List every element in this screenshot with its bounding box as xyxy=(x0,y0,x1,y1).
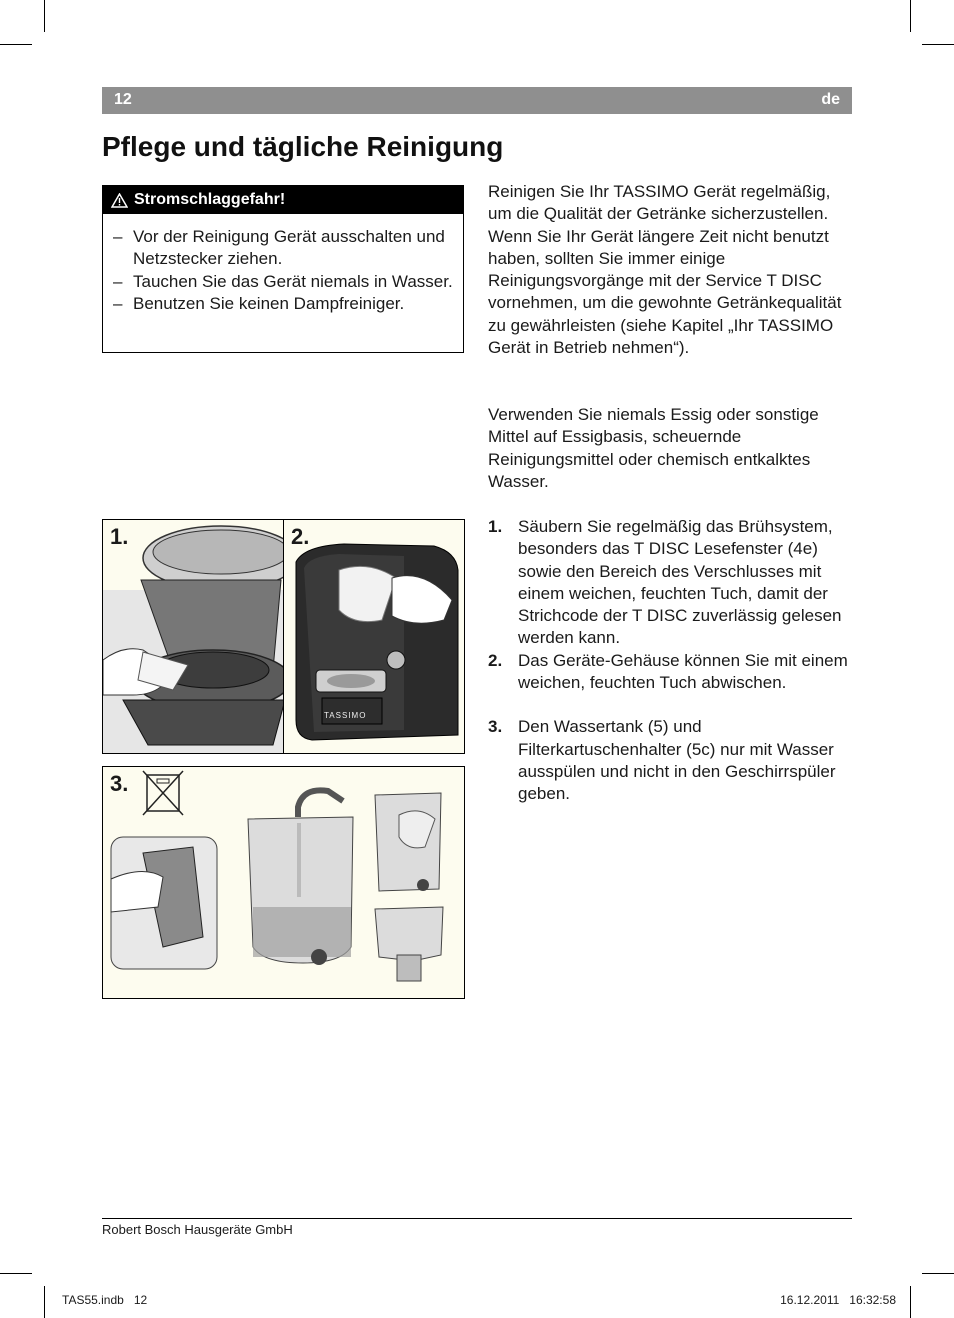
warning-item: – Vor der Reinigung Gerät ausschalten und Netzstecker ziehen. xyxy=(111,226,453,271)
figure-label: 2. xyxy=(291,524,310,549)
machine-brand-label: TASSIMO xyxy=(324,711,367,720)
brewing-unit-illustration xyxy=(103,520,284,754)
step-item xyxy=(488,716,854,805)
crop-mark xyxy=(922,1273,954,1274)
cleaning-steps xyxy=(488,516,854,806)
step-item xyxy=(488,516,854,650)
crop-mark xyxy=(910,1286,911,1318)
warning-item: – Benutzen Sie keinen Dampfreiniger. xyxy=(111,293,453,315)
figure-2-machine-housing xyxy=(283,519,465,754)
water-tank-illustration xyxy=(103,767,465,999)
print-file-slug: TAS55.indb 12 xyxy=(62,1293,148,1307)
print-timestamp: 16.12.2011 16:32:58 xyxy=(780,1293,896,1307)
step-number: 2. xyxy=(488,650,503,670)
page-title: Pflege und tägliche Reinigung xyxy=(102,131,504,162)
figure-3-water-tank xyxy=(102,766,465,999)
warning-list xyxy=(103,214,463,315)
step-text: Den Wassertank (5) und Filterkartuschenhalter (5c) nur mit Wasser ausspülen und nicht in den Geschirrspüler geben. xyxy=(518,717,836,804)
figure-1-brewing-unit xyxy=(102,519,284,754)
step-number: 1. xyxy=(488,517,503,536)
step-text: Säubern Sie regelmäßig das Brühsystem, besonders das T DISC Lesefenster (4e) sowie den Bereich des Verschlusses mit einem weichen, feuchten Tuch, damit der Strichcode der T DISC zuverlässig gelesen werden kann. xyxy=(518,517,842,648)
page-header-bar xyxy=(102,87,852,114)
intro-paragraph: Verwenden Sie niemals Essig oder sonstige Mittel auf Essigbasis, scheuernde Reinigungsmittel oder chemisch entkalktes Wasser. xyxy=(488,405,819,491)
footer-company: Robert Bosch Hausgeräte GmbH xyxy=(102,1222,293,1237)
page-number: 12 xyxy=(114,91,132,108)
machine-housing-illustration xyxy=(284,520,465,754)
warning-triangle-icon xyxy=(111,193,128,208)
crop-mark xyxy=(922,44,954,45)
warning-heading xyxy=(103,186,463,214)
crop-mark xyxy=(0,1273,32,1274)
step-number: 3. xyxy=(488,717,503,737)
footer-divider xyxy=(102,1218,852,1219)
step-text: Das Geräte-Gehäuse können Sie mit einem weichen, feuchten Tuch abwischen. xyxy=(518,650,848,693)
language-code: de xyxy=(821,91,840,108)
step-item xyxy=(488,650,854,695)
figure-label: 1. xyxy=(110,524,129,549)
intro-paragraph: Reinigen Sie Ihr TASSIMO Gerät regelmäßig, um die Qualität der Getränke sicherzustellen. Wenn Sie Ihr Gerät längere Zeit nicht benutzt haben, sollten Sie immer einige Reinigungsvorgänge mit der Service T DISC vornehmen, um die gewohnte Getränkequalität zu gewährleisten (siehe Kapitel „Ihr TASSIMO Gerät in Betrieb nehmen“). xyxy=(488,182,842,358)
crop-mark xyxy=(44,0,45,32)
crop-mark xyxy=(0,44,32,45)
warning-box xyxy=(102,185,464,353)
crop-mark xyxy=(44,1286,45,1318)
crop-mark xyxy=(910,0,911,32)
warning-item: – Tauchen Sie das Gerät niemals in Wasser. xyxy=(111,271,453,293)
warning-heading-text: Stromschlaggefahr! xyxy=(134,191,286,208)
figure-label: 3. xyxy=(110,771,129,796)
